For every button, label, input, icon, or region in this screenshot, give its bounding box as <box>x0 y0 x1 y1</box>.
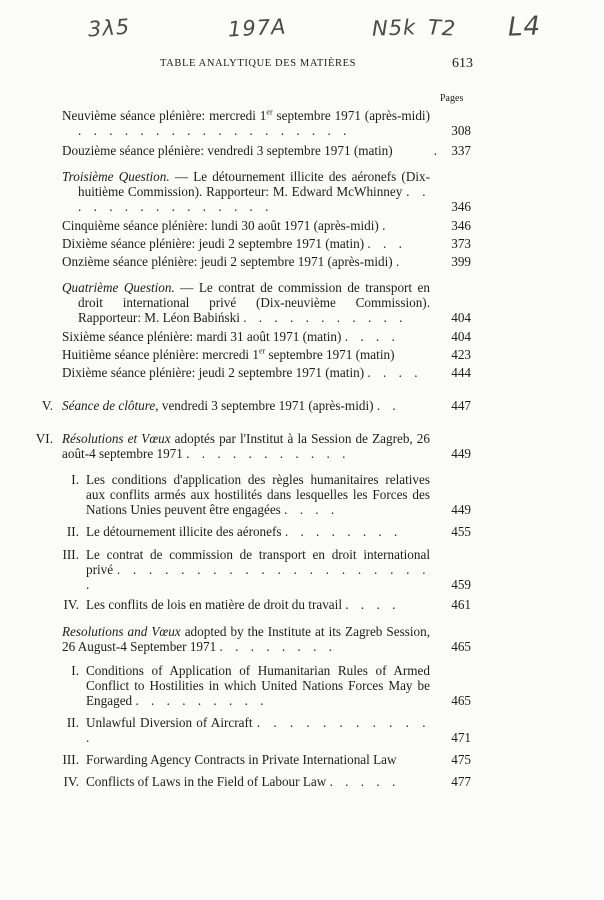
toc-entry: Huitième séance plénière: mercredi 1er septembre 1971 (matin) 423 <box>62 346 471 362</box>
page-number: 613 <box>452 56 473 71</box>
toc-page: 477 <box>451 774 471 789</box>
toc-entry: Dixième séance plénière: jeudi 2 septembre 1971 (matin) . . . . 444 <box>62 365 471 380</box>
toc-page: 465 <box>451 693 471 708</box>
handwritten-annotation <box>0 10 604 54</box>
toc-entry: Dixième séance plénière: jeudi 2 septembre 1971 (matin) . . . 373 <box>62 236 471 251</box>
toc-number: II. <box>66 715 79 730</box>
toc-entry: Sixième séance plénière: mardi 31 août 1971 (matin) . . . . 404 <box>62 329 471 344</box>
pages-column-label: Pages <box>440 93 464 104</box>
toc-page: 399 <box>451 254 471 269</box>
toc-number: II. <box>66 524 79 539</box>
toc-entry: Quatrième Question. — Le contrat de commission de transport en droit international privé (Dix-neuvième Commission). Rapporteur: M. Léon Babiński . . . . . . . . . . . 404 <box>62 280 471 325</box>
toc-number: I. <box>71 472 79 487</box>
toc-page: 461 <box>451 597 471 612</box>
toc-entry: III. Le contrat de commission de transport en droit international privé . . . . . . . . . . . . . . . . . . . . . 459 <box>86 547 430 592</box>
toc-entry: Neuvième séance plénière: mercredi 1er septembre 1971 (après-midi) . . . . . . . . . . . . . . . . . . 308 <box>62 107 471 138</box>
toc-page: 459 <box>451 577 471 592</box>
toc-number: I. <box>71 663 79 678</box>
toc-page: 447 <box>451 398 471 413</box>
handwritten-mark: L4 <box>507 11 542 43</box>
handwritten-mark: N5k <box>371 15 417 41</box>
toc-page: 449 <box>451 502 471 517</box>
toc-page: 373 <box>451 236 471 251</box>
toc-entry: VI. Résolutions et Vœux adoptés par l'Institut à la Session de Zagreb, 26 août-4 septembre 1971 . . . . . . . . . . . 449 <box>62 431 430 461</box>
toc-page: 449 <box>451 446 471 461</box>
toc-entry: I. Conditions of Application of Humanitarian Rules of Armed Conflict to Hostilities in which United Nations Forces May be Engaged . . . . . . . . . 465 <box>86 663 430 708</box>
toc-entry: Onzième séance plénière: jeudi 2 septembre 1971 (après-midi) . 399 <box>62 254 471 269</box>
toc-entry: III. Forwarding Agency Contracts in Private International Law 475 <box>86 752 430 767</box>
toc-page: 423 <box>451 347 471 362</box>
toc-page: 444 <box>451 365 471 380</box>
toc-page: 475 <box>451 752 471 767</box>
handwritten-mark: 197A <box>227 14 288 42</box>
toc-page: 346 <box>451 199 471 214</box>
handwritten-mark: 3λ5 <box>87 14 131 42</box>
toc-entry: IV. Les conflits de lois en matière de droit du travail . . . . 461 <box>86 597 430 612</box>
toc-number: VI. <box>35 431 53 446</box>
page-header <box>0 56 604 76</box>
toc-number: III. <box>62 752 79 767</box>
table-of-contents <box>0 108 604 789</box>
toc-entry: II. Unlawful Diversion of Aircraft . . . . . . . . . . . . 471 <box>86 715 430 745</box>
toc-page: 404 <box>451 329 471 344</box>
handwritten-mark: T2 <box>427 15 457 41</box>
toc-entry: Resolutions and Vœux adopted by the Institute at its Zagreb Session, 26 August-4 September 1971 . . . . . . . . 465 <box>62 624 471 654</box>
toc-page: 471 <box>451 730 471 745</box>
toc-page: 308 <box>451 123 471 138</box>
toc-page: 346 <box>451 218 471 233</box>
toc-page: 337 <box>451 143 471 158</box>
toc-entry: Troisième Question. — Le détournement illicite des aéronefs (Dix-huitième Commission). Rapporteur: M. Edward McWhinney . . . . . . . . . . . . . . . 346 <box>62 169 471 214</box>
running-title: TABLE ANALYTIQUE DES MATIÈRES <box>160 58 357 69</box>
toc-entry: Douzième séance plénière: vendredi 3 septembre 1971 (matin) . 337 <box>62 143 471 158</box>
toc-entry: II. Le détournement illicite des aéronefs . . . . . . . . 455 <box>86 524 430 539</box>
toc-number: III. <box>62 547 79 562</box>
toc-entry: Cinquième séance plénière: lundi 30 août 1971 (après-midi) . 346 <box>62 218 471 233</box>
toc-entry: I. Les conditions d'application des règles humanitaires relatives aux conflits armés aux hostilités dans lesquelles les Forces des Nations Unies peuvent être engagées . . . . 449 <box>86 472 430 517</box>
toc-page: 404 <box>451 310 471 325</box>
toc-entry: V. Séance de clôture, vendredi 3 septembre 1971 (après-midi) . . 447 <box>62 398 430 413</box>
toc-entry: IV. Conflicts of Laws in the Field of Labour Law . . . . . 477 <box>86 774 430 789</box>
toc-page: 465 <box>451 639 471 654</box>
toc-number: IV. <box>63 597 79 612</box>
toc-page: 455 <box>451 524 471 539</box>
toc-number: IV. <box>63 774 79 789</box>
toc-number: V. <box>41 398 53 413</box>
